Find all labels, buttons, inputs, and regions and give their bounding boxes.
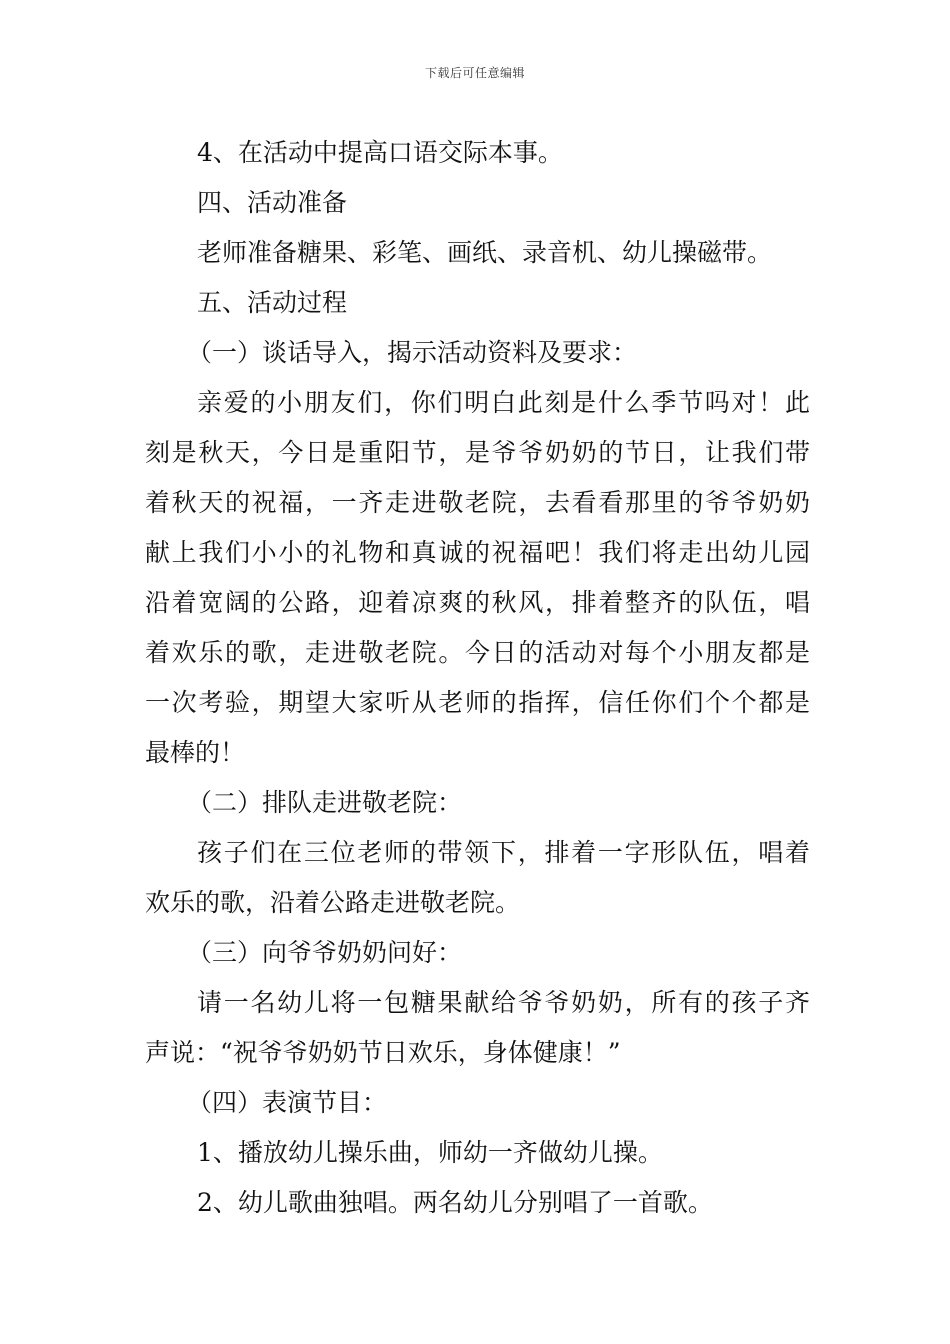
paragraph-line: 请一名幼儿将一包糖果献给爷爷奶奶，所有的孩子齐 xyxy=(197,988,810,1017)
page-header: 下载后可任意编辑 xyxy=(424,66,525,80)
paragraph-line: 着欢乐的歌，走进敬老院。今日的活动对每个小朋友都是 xyxy=(145,638,810,667)
list-item-1: 1、播放幼儿操乐曲，师幼一齐做幼儿操。 xyxy=(197,1138,663,1167)
subheading-2: （二）排队走进敬老院： xyxy=(187,788,463,817)
paragraph-line: 声说：“祝爷爷奶奶节日欢乐，身体健康！” xyxy=(145,1038,621,1067)
paragraph-line: 沿着宽阔的公路，迎着凉爽的秋风，排着整齐的队伍，唱 xyxy=(145,588,810,617)
subheading-3: （三）向爷爷奶奶问好： xyxy=(187,938,463,967)
paragraph-line: 着秋天的祝福，一齐走进敬老院，去看看那里的爷爷奶奶 xyxy=(145,488,810,517)
section-heading-preparation: 四、活动准备 xyxy=(197,188,348,217)
list-item-2: 2、幼儿歌曲独唱。两名幼儿分别唱了一首歌。 xyxy=(197,1188,713,1217)
paragraph-line: 一次考验，期望大家听从老师的指挥，信任你们个个都是 xyxy=(145,688,810,717)
paragraph-line: 献上我们小小的礼物和真诚的祝福吧！我们将走出幼儿园 xyxy=(145,538,810,567)
document-body xyxy=(145,128,810,1228)
paragraph-line: 欢乐的歌，沿着公路走进敬老院。 xyxy=(145,888,521,917)
paragraph-line: 最棒的！ xyxy=(145,738,246,767)
paragraph-line: 孩子们在三位老师的带领下，排着一字形队伍，唱着 xyxy=(197,838,810,867)
subheading-4: （四）表演节目： xyxy=(187,1088,388,1117)
paragraph-line: 亲爱的小朋友们，你们明白此刻是什么季节吗对！此 xyxy=(197,388,810,417)
paragraph-preparation: 老师准备糖果、彩笔、画纸、录音机、幼儿操磁带。 xyxy=(197,238,773,267)
list-item-4: 4、在活动中提高口语交际本事。 xyxy=(197,138,563,167)
paragraph-line: 刻是秋天，今日是重阳节，是爷爷奶奶的节日，让我们带 xyxy=(145,438,810,467)
section-heading-process: 五、活动过程 xyxy=(197,288,348,317)
subheading-1: （一）谈话导入，揭示活动资料及要求： xyxy=(187,338,638,367)
